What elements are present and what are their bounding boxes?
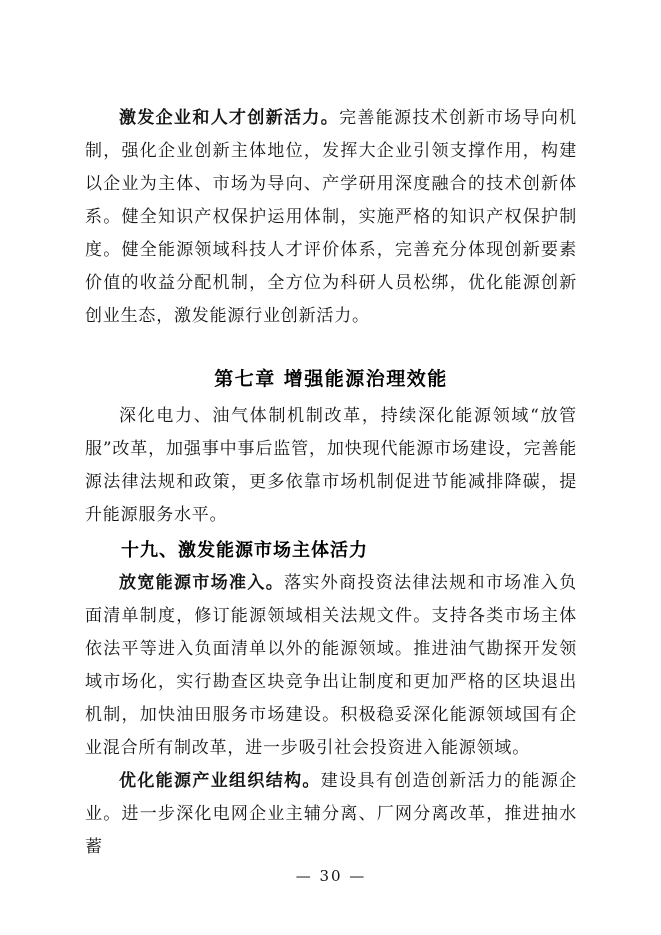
page-number: — 30 —	[295, 867, 367, 885]
chapter-heading: 第七章 增强能源治理效能	[214, 368, 448, 390]
document-content	[85, 102, 577, 887]
paragraph-lead-bold: 优化能源产业组织结构。	[119, 771, 321, 791]
paragraph-lead-bold: 激发企业和人才创新活力。	[119, 108, 340, 128]
paragraph-body-text: 落实外商投资法律法规和市场准入负面清单制度，修订能源领域相关法规文件。支持各类市场主体依法平等进入负面清单以外的能源领域。推进油气勘探开发领域市场化，实行勘查区块竞争出让制度和更加严格的区块退出机制，加快油田服务市场建设。积极稳妥深化能源领域国有企业混合所有制改革，进一步吸引社会投资进入能源领域。	[85, 573, 577, 758]
paragraph-lead-bold: 放宽能源市场准入。	[119, 573, 285, 593]
paragraph-industry-structure	[85, 765, 577, 864]
paragraph-chapter-intro: 深化电力、油气体制机制改革，持续深化能源领域“放管服”改革，加强事中事后监管，加快现代能源市场建设，完善能源法律法规和政策，更多依靠市场机制促进节能减排降碳，提升能源服务水平。	[85, 406, 577, 525]
paragraph-body-text: 建设具有创造创新活力的能源企业。进一步深化电网企业主辅分离、厂网分离改革，推进抽水蓄	[85, 771, 577, 857]
paragraph-market-access	[85, 567, 577, 765]
paragraph-body-text: 完善能源技术创新市场导向机制，强化企业创新主体地位，发挥大企业引领支撑作用，构建以企业为主体、市场为导向、产学研用深度融合的技术创新体系。健全知识产权保护运用体制，实施严格的知识产权保护制度。健全能源领域科技人才评价体系，完善充分体现创新要素价值的收益分配机制，全方位为科研人员松绑，优化能源创新创业生态，激发能源行业创新活力。	[85, 108, 577, 326]
paragraph-innovation-vitality	[85, 102, 577, 333]
section-heading: 十九、激发能源市场主体活力	[121, 540, 368, 561]
